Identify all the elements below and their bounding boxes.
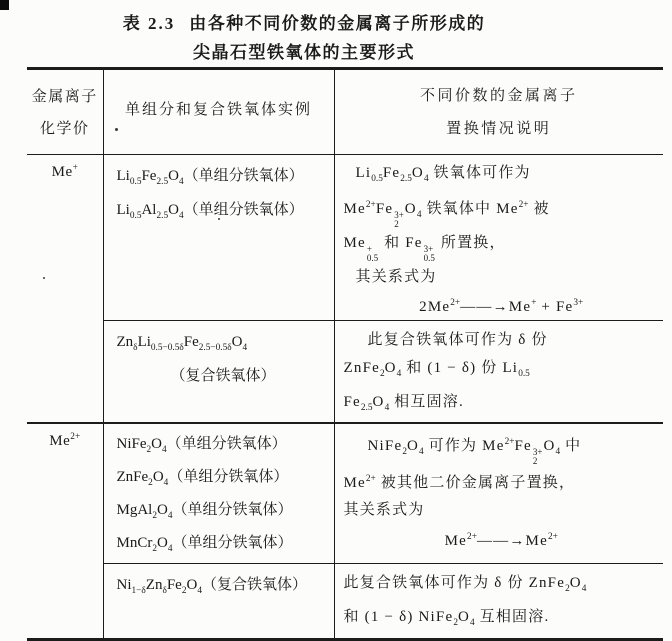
text-line: $Me^{2+}$ 被其他二价金属离子置换， bbox=[343, 474, 576, 492]
formula-line: $Zn_\delta Li_{0.5-0.5\delta}Fe_{2.5-0.5\delta}O_4$ bbox=[116, 333, 248, 353]
formula-line: $Li_{0.5}Fe_{2.5}O_4$（单组分铁氧体） bbox=[116, 168, 304, 187]
header-text: 不同价数的金属离子 bbox=[419, 88, 578, 104]
header-text: 置换情况说明 bbox=[446, 121, 552, 137]
examples-cell bbox=[103, 320, 334, 423]
text-line: $ZnFe_2O_4$ 和 (1 − δ) 份 $Li_{0.5}$ bbox=[343, 359, 530, 379]
header-text: 金属离子 bbox=[31, 89, 98, 105]
formula-line: $MgAl_2O_4$（单组分铁氧体） bbox=[116, 501, 293, 521]
title-line-1 bbox=[0, 9, 608, 38]
text-line: $NiFe_2O_4$ 可作为 $Me^{2+}Fe$ 3+ 2 $O_4$ 中 bbox=[367, 436, 582, 466]
row-me-2plus-single bbox=[27, 423, 663, 564]
row-me-2plus-composite bbox=[27, 563, 663, 639]
text-line: 此复合铁氧体可作为 δ 份 $ZnFe_2O_4$ bbox=[343, 574, 587, 594]
table-title bbox=[0, 0, 672, 67]
text-line: Me + 0.5 和 Fe 3+ 0.5 所置换， bbox=[343, 234, 506, 264]
formula-line: $Ni_{1-\delta}Zn_\delta Fe_2O_4$（复合铁氧体） bbox=[116, 576, 308, 596]
text-line: $Me^{2+}Fe$ 3+ 2 $O_4$ 铁氧体中 $Me^{2+}$ 被 bbox=[343, 200, 550, 230]
header-text: 单组分和复合铁氧体实例 bbox=[124, 102, 312, 118]
ion-cell-me-2plus: $Me^{2+}$ bbox=[27, 423, 103, 640]
scan-speck bbox=[43, 277, 45, 279]
formula-line: （复合铁氧体） bbox=[170, 367, 276, 384]
ferrite-forms-table bbox=[27, 67, 663, 641]
text-line: 其关系式为 bbox=[343, 502, 425, 519]
header-ferrite-examples bbox=[103, 69, 334, 155]
text-line: 和 (1 − δ) $NiFe_2O_4$ 互相固溶. bbox=[343, 608, 550, 628]
description-cell bbox=[334, 423, 663, 564]
formula-line: $Li_{0.5}Al_{2.5}O_4$（单组分铁氧体） bbox=[116, 202, 304, 221]
description-cell bbox=[334, 155, 663, 321]
title-text-1: 由各种不同价数的金属离子所形成的 bbox=[189, 14, 486, 33]
header-text: 化学价 bbox=[39, 121, 90, 137]
row-me-plus-single bbox=[27, 155, 663, 321]
header-row bbox=[27, 69, 663, 155]
formula-line: $NiFe_2O_4$（单组分铁氧体） bbox=[116, 435, 287, 455]
ion-cell-me-plus: Me+ bbox=[27, 155, 103, 423]
scan-speck bbox=[115, 128, 118, 131]
scan-corner-artifact bbox=[0, 0, 9, 10]
row-me-plus-composite bbox=[27, 320, 663, 423]
text-line: 其关系式为 bbox=[355, 268, 437, 285]
formula-line: $ZnFe_2O_4$（单组分铁氧体） bbox=[116, 468, 289, 488]
examples-cell bbox=[103, 423, 334, 564]
scan-speck bbox=[218, 218, 220, 220]
formula-line: $MnCr_2O_4$（单组分铁氧体） bbox=[116, 534, 293, 554]
equation-line: $2Me^{2+}——\to Me^+ + Fe^{3+}$ bbox=[419, 297, 584, 315]
title-line-2: 尖晶石型铁氧体的主要形式 bbox=[193, 43, 415, 62]
header-substitution-explanation bbox=[334, 69, 663, 155]
description-cell bbox=[334, 320, 663, 423]
text-line: $Li_{0.5}Fe_{2.5}O_4$ 铁氧体可作为 bbox=[355, 165, 531, 184]
equation-line: $Me^{2+}——\to Me^{2+}$ bbox=[444, 532, 558, 550]
text-line: 此复合铁氧体可作为 δ 份 bbox=[367, 331, 548, 348]
text-line: $Fe_{2.5}O_4$ 相互固溶. bbox=[343, 393, 464, 413]
examples-cell bbox=[103, 563, 334, 639]
header-metal-ion-valence bbox=[27, 69, 103, 155]
description-cell bbox=[334, 563, 663, 639]
examples-cell bbox=[103, 155, 334, 321]
table-number-label: 表 2.3 bbox=[122, 14, 176, 33]
